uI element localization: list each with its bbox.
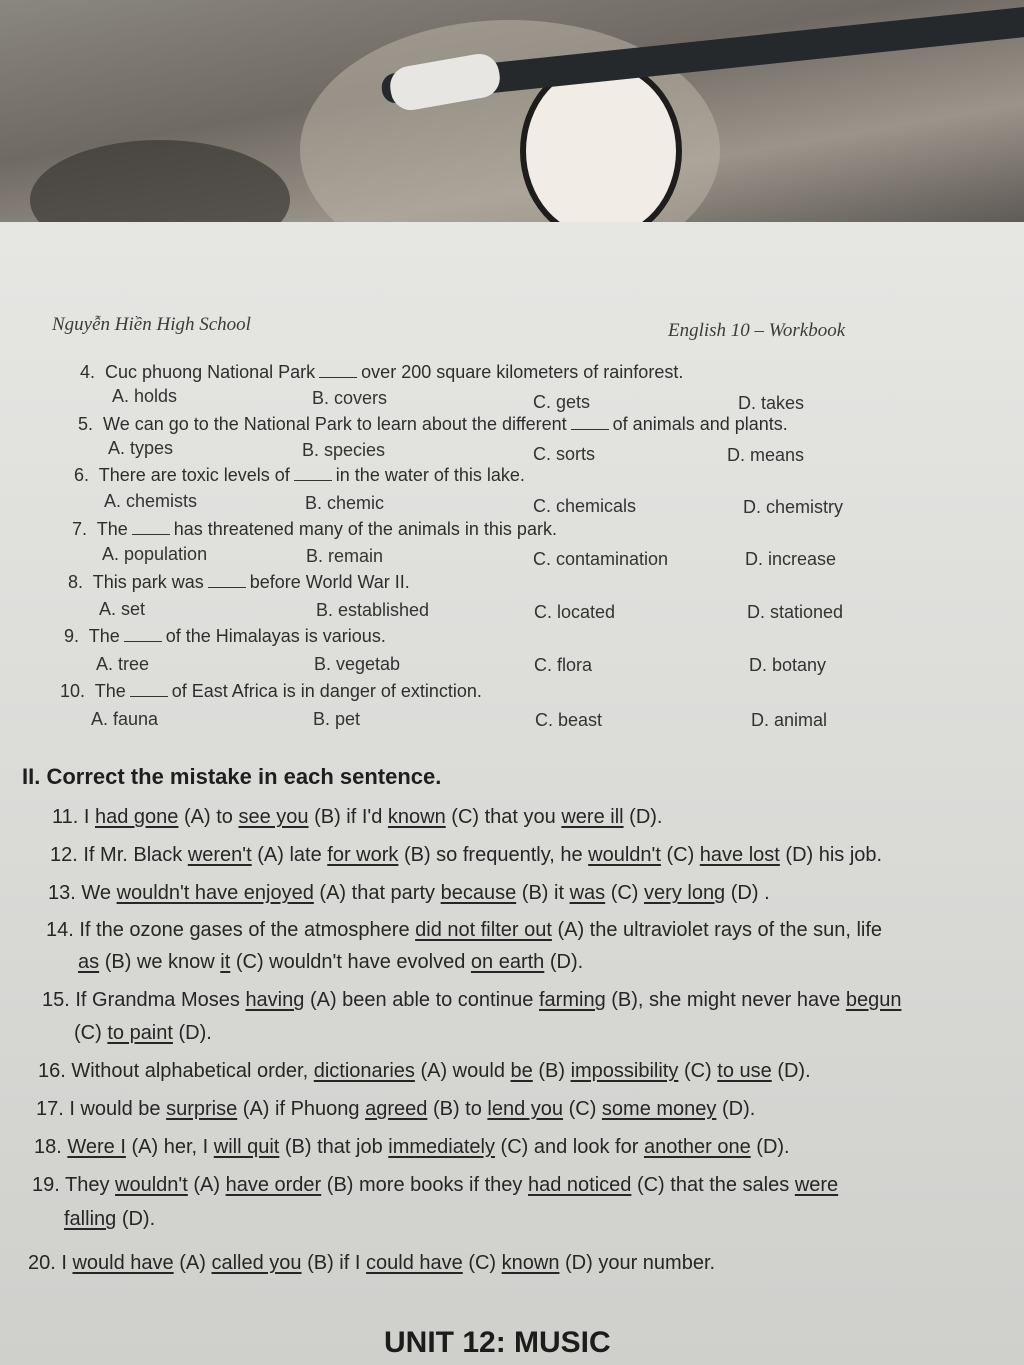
sentence-11: 11. I had gone (A) to see you (B) if I'd known (C) that you were ill (D). [52, 806, 663, 828]
section-heading: II. Correct the mistake in each sentence. [22, 764, 442, 789]
worksheet-page [0, 222, 1024, 1365]
option-6d: D. chemistry [743, 497, 844, 517]
option-5d: D. means [727, 445, 805, 465]
question-10: 10. The of East Africa is in danger of extinction. [60, 681, 482, 701]
option-9b: B. vegetab [314, 654, 401, 674]
option-8c: C. located [534, 602, 616, 622]
sentence-15: 15. If Grandma Moses having (A) been able to continue farming (B), she might never have begun [42, 989, 902, 1011]
option-8a: A. set [99, 599, 146, 619]
option-6a: A. chemists [104, 491, 198, 511]
background-photo [0, 0, 1024, 225]
option-6c: C. chemicals [533, 496, 637, 516]
option-5a: A. types [108, 438, 174, 458]
sentence-13: 13. We wouldn't have enjoyed (A) that party because (B) it was (C) very long (D) . [48, 882, 770, 904]
option-8b: B. established [316, 600, 430, 620]
question-4: 4. Cuc phuong National Park over 200 square kilometers of rainforest. [80, 362, 684, 382]
option-9c: C. flora [534, 655, 593, 675]
option-6b: B. chemic [305, 493, 385, 513]
question-7: 7. The has threatened many of the animals in this park. [72, 519, 557, 539]
sentence-19: 19. They wouldn't (A) have order (B) more books if they had noticed (C) that the sales were [32, 1174, 839, 1196]
school-name: Nguyễn Hiền High School [52, 314, 251, 335]
option-4d: D. takes [738, 393, 805, 413]
sentence-19-cont: falling (D). [64, 1208, 156, 1230]
option-9d: D. botany [749, 655, 827, 675]
option-10a: A. fauna [91, 709, 159, 729]
option-7a: A. population [102, 544, 208, 564]
question-5: 5. We can go to the National Park to learn about the different of animals and plants. [78, 414, 788, 434]
option-10d: D. animal [751, 710, 828, 730]
sentence-18: 18. Were I (A) her, I will quit (B) that job immediately (C) and look for another one (D). [34, 1136, 790, 1158]
option-4a: A. holds [112, 386, 178, 406]
option-10c: C. beast [535, 710, 603, 730]
option-9a: A. tree [96, 654, 150, 674]
sentence-12: 12. If Mr. Black weren't (A) late for work (B) so frequently, he wouldn't (C) have lost (D) his job. [50, 844, 883, 866]
option-10b: B. pet [313, 709, 361, 729]
option-8d: D. stationed [747, 602, 844, 622]
sentence-14-cont: as (B) we know it (C) wouldn't have evolved on earth (D). [78, 951, 584, 973]
option-5c: C. sorts [533, 444, 596, 464]
sentence-16: 16. Without alphabetical order, dictionaries (A) would be (B) impossibility (C) to use (D). [38, 1060, 811, 1082]
option-4c: C. gets [533, 392, 591, 412]
option-7c: C. contamination [533, 549, 669, 569]
question-6: 6. There are toxic levels of in the water of this lake. [74, 465, 525, 485]
option-7d: D. increase [745, 549, 837, 569]
book-title: English 10 – Workbook [668, 320, 846, 341]
sentence-20: 20. I would have (A) called you (B) if I could have (C) known (D) your number. [28, 1252, 716, 1274]
sentence-17: 17. I would be surprise (A) if Phuong agreed (B) to lend you (C) some money (D). [36, 1098, 756, 1120]
option-4b: B. covers [312, 388, 388, 408]
sentence-14: 14. If the ozone gases of the atmosphere did not filter out (A) the ultraviolet rays of the sun, life [46, 919, 883, 941]
option-5b: B. species [302, 440, 386, 460]
sentence-15-cont: (C) to paint (D). [74, 1022, 212, 1044]
unit-heading: UNIT 12: MUSIC [384, 1326, 611, 1359]
question-8: 8. This park was before World War II. [68, 572, 410, 592]
option-7b: B. remain [306, 546, 384, 566]
question-9: 9. The of the Himalayas is various. [64, 626, 386, 646]
